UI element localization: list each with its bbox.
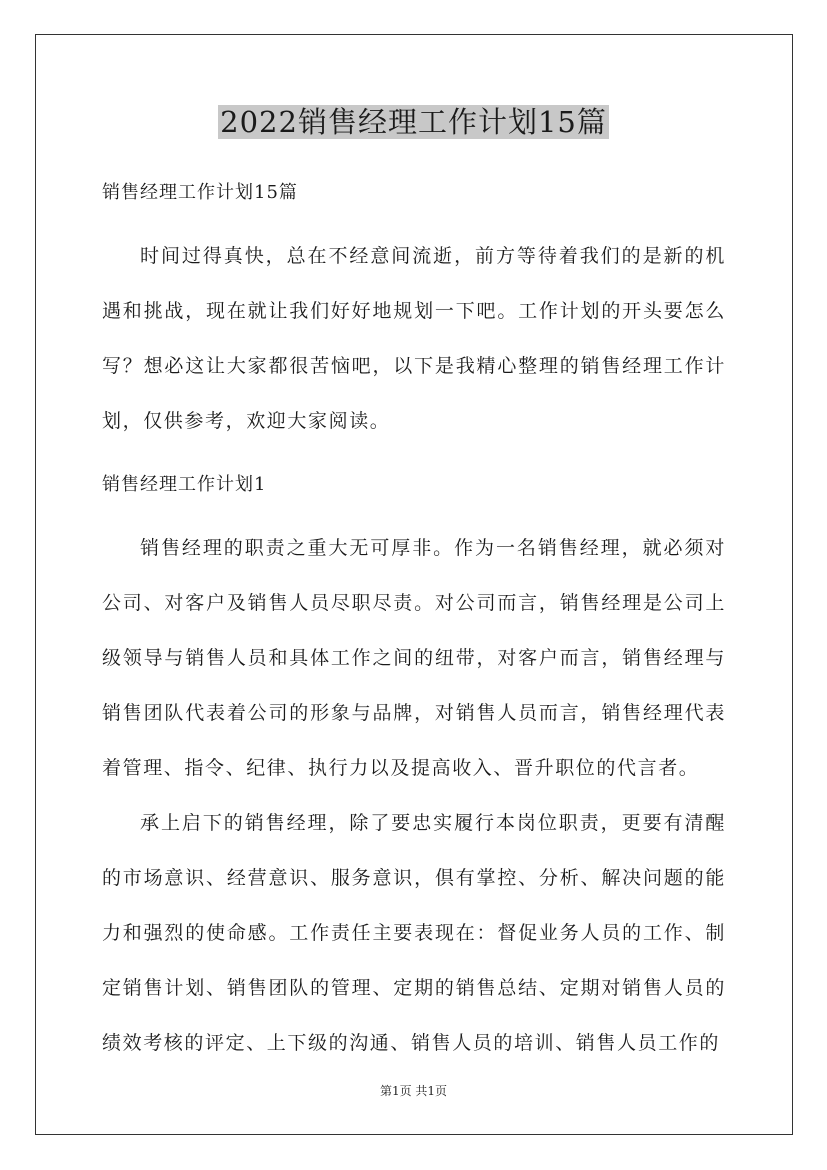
document-title	[0, 102, 827, 142]
page-number-footer: 第1页 共1页	[379, 1084, 448, 1098]
section-heading: 销售经理工作计划15篇	[102, 182, 298, 203]
section-heading: 销售经理工作计划1	[102, 474, 267, 495]
body-paragraph: 承上启下的销售经理，除了要忠实履行本岗位职责，更要有清醒的市场意识、经营意识、服务意识，倶有掌控、分析、解决问题的能力和强烈的使命感。工作责任主要表现在：督促业务人员的工作、制定销售计划、销售团队的管理、定期的销售总结、定期对销售人员的绩效考核的评定、上下级的沟通、销售人员的培训、销售人员工作的	[102, 812, 726, 1054]
body-paragraph: 销售经理的职责之重大无可厚非。作为一名销售经理，就必须对公司、对客户及销售人员尽职尽责。对公司而言，销售经理是公司上级领导与销售人员和具体工作之间的纽带，对客户而言，销售经理与销售团队代表着公司的形象与品牌，对销售人员而言，销售经理代表着管理、指令、纪律、执行力以及提高收入、晋升职位的代言者。	[102, 537, 726, 779]
document-body	[102, 173, 726, 1071]
body-paragraph: 时间过得真快，总在不经意间流逝，前方等待着我们的是新的机遇和挑战，现在就让我们好好地规划一下吧。工作计划的开头要怎么写？想必这让大家都很苦恼吧，以下是我精心整理的销售经理工作计划，仅供参考，欢迎大家阅读。	[102, 245, 726, 432]
document-title-text: 2022销售经理工作计划15篇	[220, 105, 607, 139]
